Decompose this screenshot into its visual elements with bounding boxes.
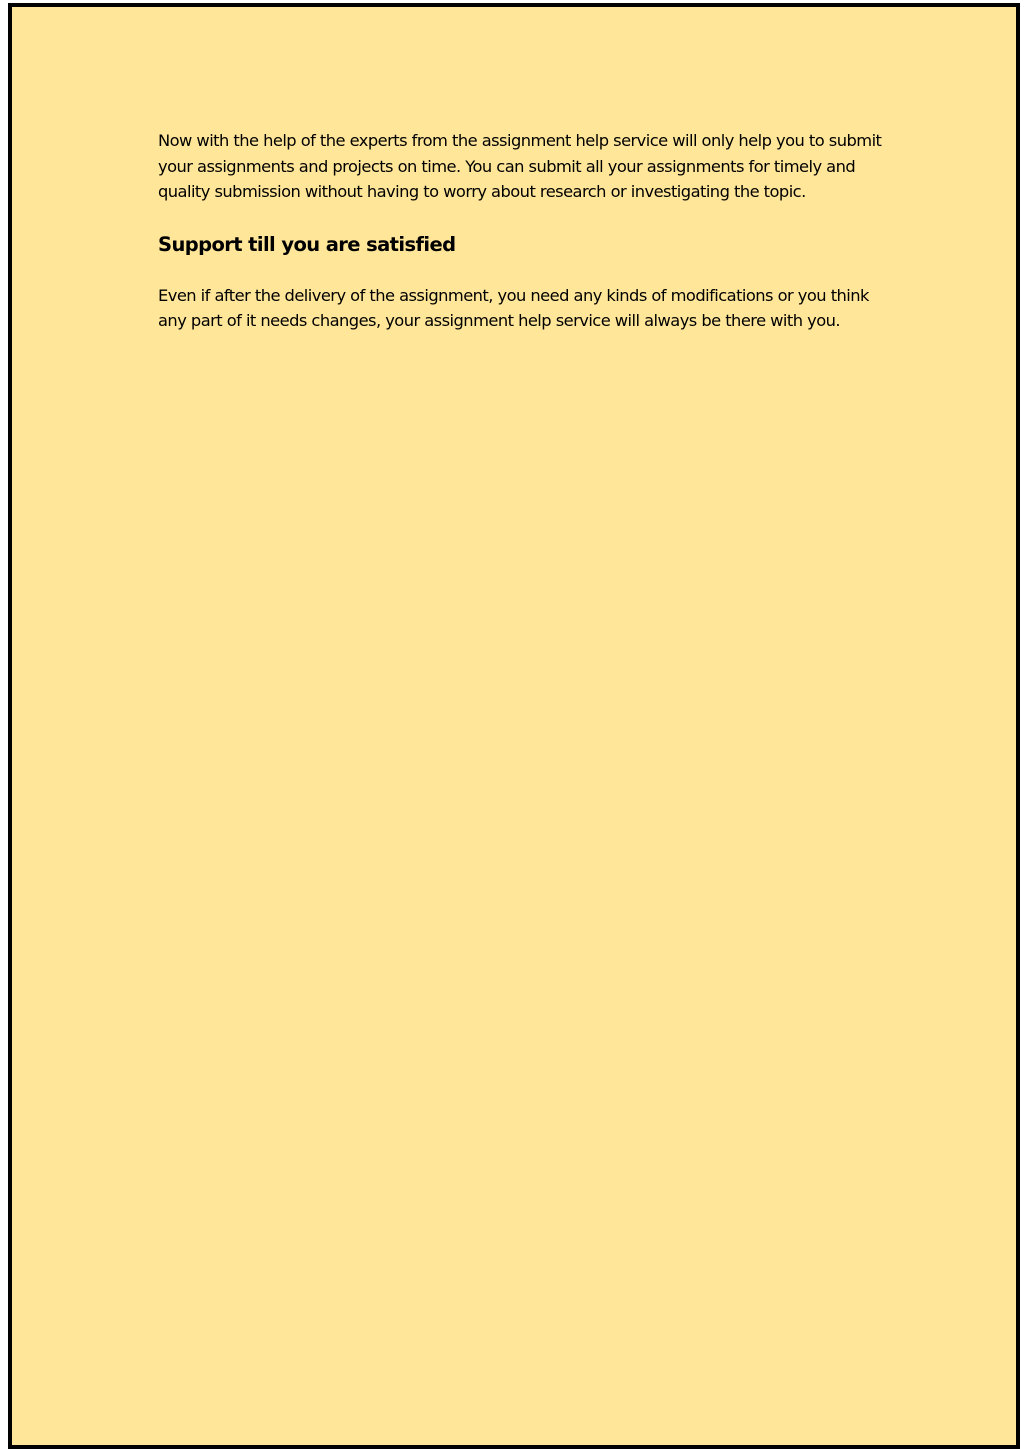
document-page <box>8 3 1020 1449</box>
section-paragraph: Even if after the delivery of the assignment, you need any kinds of modifications or you think any part of it needs changes, your assignment help service will always be there with you. <box>158 285 869 331</box>
section-heading: Support till you are satisfied <box>158 232 456 256</box>
document-content <box>158 128 888 334</box>
intro-paragraph: Now with the help of the experts from the assignment help service will only help you to submit your assignments and projects on time. You can submit all your assignments for timely and quality submission without having to worry about research or investigating the topic. <box>158 131 882 202</box>
